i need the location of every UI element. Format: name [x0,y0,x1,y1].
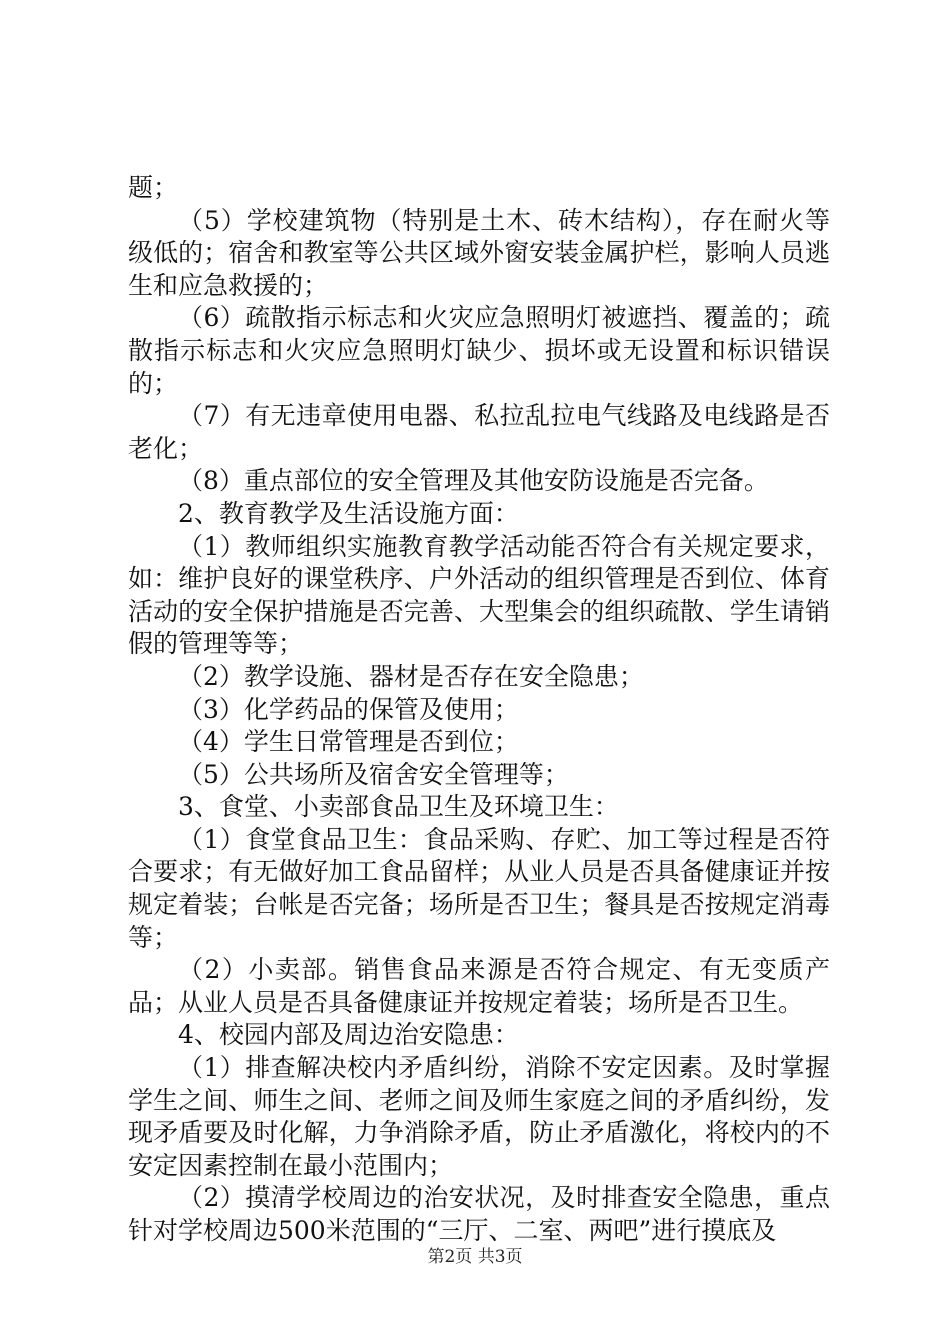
paragraph-2-item-4: （4）学生日常管理是否到位； [178,727,519,757]
paragraph-4-item-1: （1）排查解决校内矛盾纠纷，消除不安定因素。及时掌握学生之间、师生之间、老师之间及师生家庭之间的矛盾纠纷，发现矛盾要及时化解，力争消除矛盾，防止矛盾激化，将校内的不安定因素控制在最小范围内； [128,1053,830,1180]
paragraph-2-item-1: （1）教师组织实施教育教学活动能否符合有关规定要求，如：维护良好的课堂秩序、户外活动的组织管理是否到位、体育活动的安全保护措施是否完善、大型集会的组织疏散、学生请销假的管理等等； [128,531,830,659]
page-number-footer: 第2页 共3页 [427,1247,523,1267]
paragraph-4-item-2: （2）摸清学校周边的治安状况，及时排查安全隐患，重点针对学校周边500米范围的“三厅、二室、两吧”进行摸底及 [128,1183,830,1245]
paragraph-3-item-2: （2）小卖部。销售食品来源是否符合规定、有无变质产品；从业人员是否具备健康证并按规定着装；场所是否卫生。 [128,955,830,1017]
paragraph-2-item-2: （2）教学设施、器材是否存在安全隐患； [178,661,644,691]
section-heading-4: 4、校园内部及周边治安隐患： [178,1020,519,1050]
document-body [128,172,830,1248]
paragraph-item-8: （8）重点部位的安全管理及其他安防设施是否完备。 [178,466,769,496]
paragraph-item-7: （7）有无违章使用电器、私拉乱拉电气线路及电线路是否老化； [128,401,830,463]
paragraph-item-6: （6）疏散指示标志和火灾应急照明灯被遮挡、覆盖的；疏散指示标志和火灾应急照明灯缺少、损坏或无设置和标识错误的； [128,303,830,398]
section-heading-3: 3、食堂、小卖部食品卫生及环境卫生： [178,792,619,822]
paragraph-2-item-5: （5）公共场所及宿舍安全管理等； [178,759,569,789]
paragraph-item-5: （5）学校建筑物（特别是土木、砖木结构），存在耐火等级低的；宿舍和教室等公共区域外窗安装金属护栏，影响人员逃生和应急救援的； [128,205,830,300]
paragraph-2-item-3: （3）化学药品的保管及使用； [178,694,519,724]
paragraph-continuation: 题； [128,173,179,202]
section-heading-2: 2、教育教学及生活设施方面： [178,498,519,528]
paragraph-3-item-1: （1）食堂食品卫生：食品采购、存贮、加工等过程是否符合要求；有无做好加工食品留样；从业人员是否具备健康证并按规定着装；台帐是否完备；场所是否卫生；餐具是否按规定消毒等； [128,824,830,952]
